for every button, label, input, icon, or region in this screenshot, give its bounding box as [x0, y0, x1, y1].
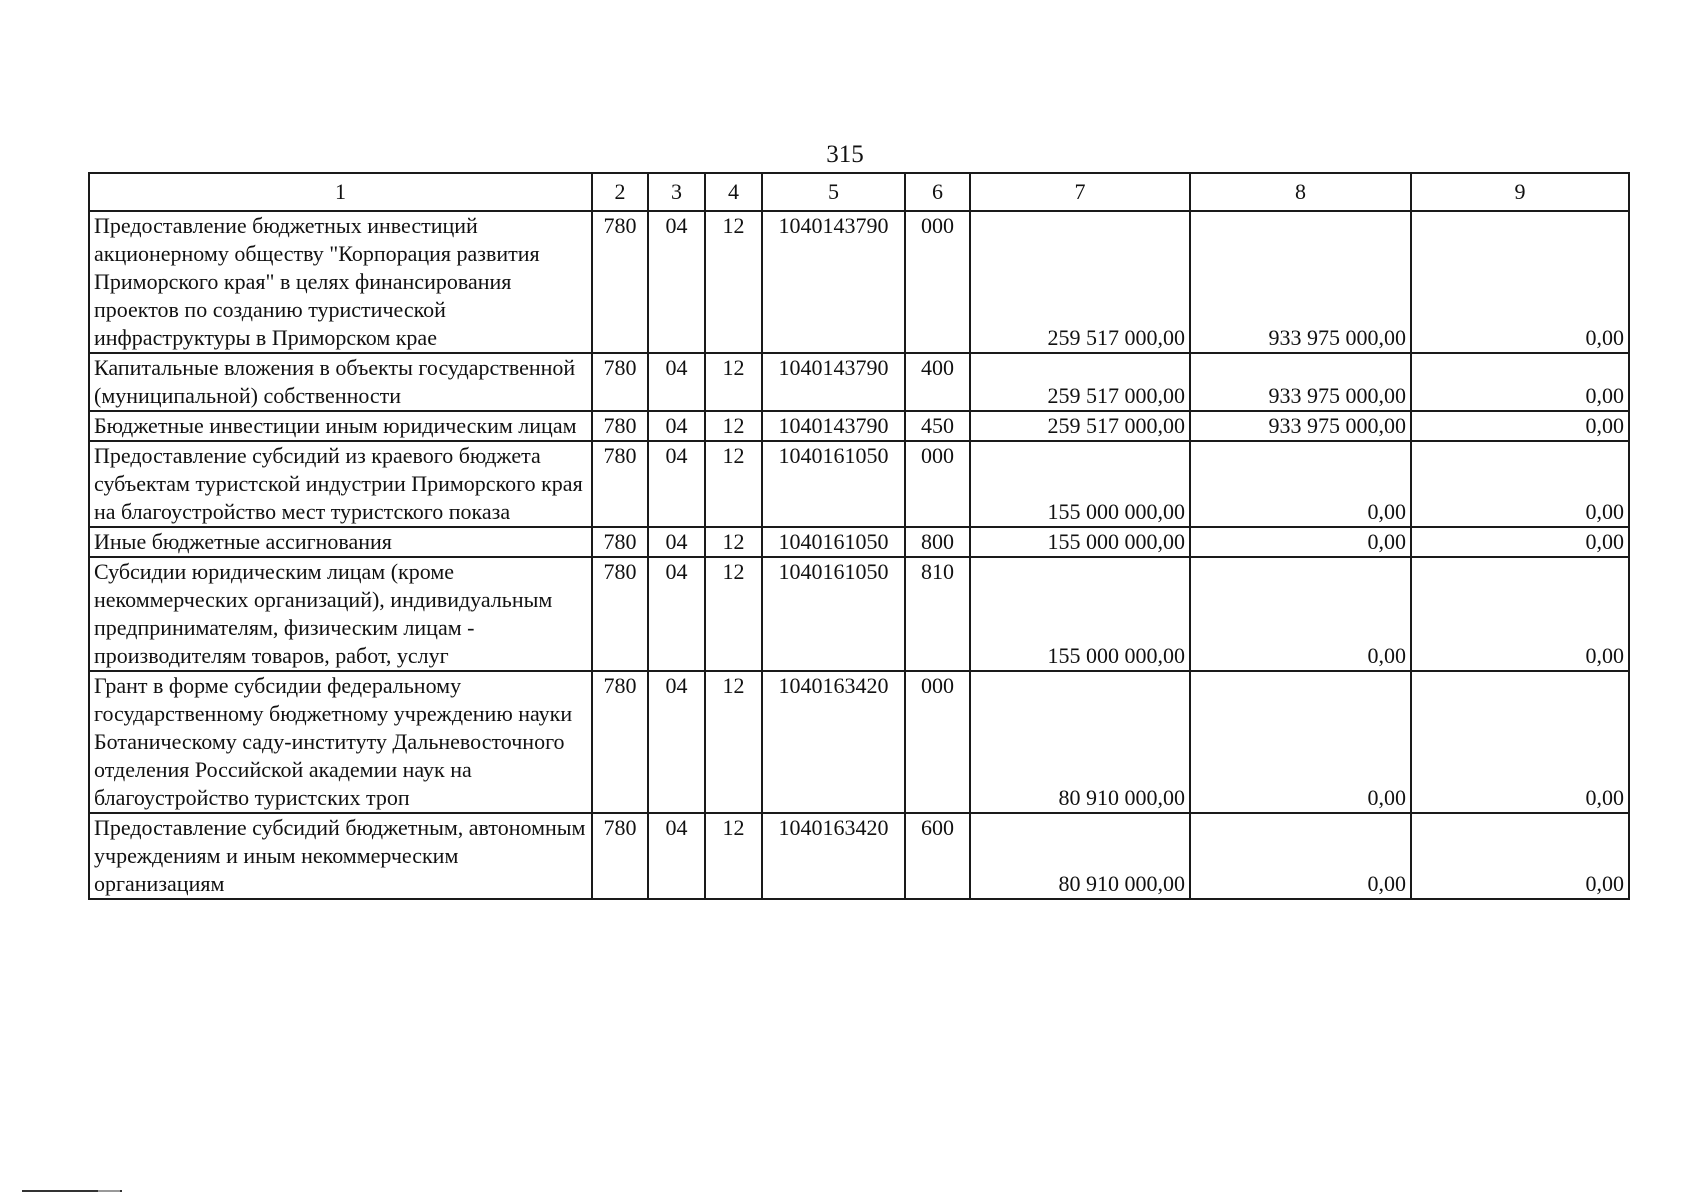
table-row: [89, 671, 1629, 813]
cell-c6: 000: [905, 671, 970, 813]
col-header-4: 4: [705, 173, 762, 211]
row-name: Предоставление бюджетных инвестиций акционерному обществу "Корпорация развития Приморского края" в целях финансирования проектов по созданию туристической инфраструктуры в Приморском крае: [89, 211, 592, 353]
cell-c3: 04: [648, 411, 705, 441]
col-header-1: 1: [89, 173, 592, 211]
cell-c2: 780: [592, 441, 648, 527]
cell-c5: 1040161050: [762, 557, 905, 671]
col-header-3: 3: [648, 173, 705, 211]
cell-c4: 12: [705, 671, 762, 813]
cell-c2: 780: [592, 411, 648, 441]
cell-c5: 1040163420: [762, 671, 905, 813]
cell-c5: 1040161050: [762, 527, 905, 557]
cell-c9: 0,00: [1411, 411, 1629, 441]
cell-c6: 800: [905, 527, 970, 557]
col-header-7: 7: [970, 173, 1190, 211]
cell-c8: 0,00: [1190, 527, 1411, 557]
table-row: [89, 211, 1629, 353]
cell-c8: 933 975 000,00: [1190, 211, 1411, 353]
cell-c2: 780: [592, 671, 648, 813]
row-name: Субсидии юридическим лицам (кроме некоммерческих организаций), индивидуальным предпринимателям, физическим лицам - производителям товаров, работ, услуг: [89, 557, 592, 671]
cell-c7: 259 517 000,00: [970, 411, 1190, 441]
cell-c2: 780: [592, 813, 648, 899]
cell-c6: 400: [905, 353, 970, 411]
col-header-5: 5: [762, 173, 905, 211]
cell-c6: 600: [905, 813, 970, 899]
cell-c6: 810: [905, 557, 970, 671]
cell-c9: 0,00: [1411, 353, 1629, 411]
cell-c2: 780: [592, 211, 648, 353]
cell-c9: 0,00: [1411, 211, 1629, 353]
cell-c4: 12: [705, 557, 762, 671]
cell-c7: 155 000 000,00: [970, 441, 1190, 527]
row-name: Капитальные вложения в объекты государственной (муниципальной) собственности: [89, 353, 592, 411]
cell-c7: 259 517 000,00: [970, 353, 1190, 411]
col-header-2: 2: [592, 173, 648, 211]
cell-c3: 04: [648, 211, 705, 353]
table-row: [89, 527, 1629, 557]
header-row: [89, 173, 1629, 211]
page-number: 315: [826, 141, 864, 168]
row-name: Бюджетные инвестиции иным юридическим лицам: [89, 411, 592, 441]
cell-c2: 780: [592, 353, 648, 411]
cell-c5: 1040143790: [762, 211, 905, 353]
row-name: Предоставление субсидий бюджетным, автономным учреждениям и иным некоммерческим организациям: [89, 813, 592, 899]
cell-c3: 04: [648, 813, 705, 899]
cell-c4: 12: [705, 527, 762, 557]
cell-c5: 1040143790: [762, 411, 905, 441]
cell-c3: 04: [648, 441, 705, 527]
cell-c8: 933 975 000,00: [1190, 353, 1411, 411]
cell-c8: 0,00: [1190, 441, 1411, 527]
table-row: [89, 411, 1629, 441]
cell-c7: 259 517 000,00: [970, 211, 1190, 353]
budget-table: [88, 172, 1630, 900]
table-row: [89, 557, 1629, 671]
cell-c8: 0,00: [1190, 671, 1411, 813]
col-header-6: 6: [905, 173, 970, 211]
cell-c5: 1040163420: [762, 813, 905, 899]
table-row: [89, 813, 1629, 899]
cell-c4: 12: [705, 441, 762, 527]
table-row: [89, 353, 1629, 411]
cell-c7: 155 000 000,00: [970, 527, 1190, 557]
row-name: Грант в форме субсидии федеральному государственному бюджетному учреждению науки Ботаническому саду-институту Дальневосточного отделения Российской академии наук на благоустройство туристских троп: [89, 671, 592, 813]
cell-c6: 450: [905, 411, 970, 441]
cell-c7: 80 910 000,00: [970, 813, 1190, 899]
cell-c9: 0,00: [1411, 441, 1629, 527]
cell-c9: 0,00: [1411, 557, 1629, 671]
cell-c5: 1040143790: [762, 353, 905, 411]
cell-c8: 0,00: [1190, 557, 1411, 671]
cell-c3: 04: [648, 671, 705, 813]
cell-c9: 0,00: [1411, 813, 1629, 899]
cell-c6: 000: [905, 211, 970, 353]
cell-c2: 780: [592, 557, 648, 671]
cell-c4: 12: [705, 411, 762, 441]
cell-c5: 1040161050: [762, 441, 905, 527]
cell-c4: 12: [705, 211, 762, 353]
col-header-8: 8: [1190, 173, 1411, 211]
cell-c9: 0,00: [1411, 671, 1629, 813]
cell-c7: 80 910 000,00: [970, 671, 1190, 813]
col-header-9: 9: [1411, 173, 1629, 211]
cell-c8: 0,00: [1190, 813, 1411, 899]
row-name: Иные бюджетные ассигнования: [89, 527, 592, 557]
cell-c3: 04: [648, 527, 705, 557]
cell-c8: 933 975 000,00: [1190, 411, 1411, 441]
cell-c6: 000: [905, 441, 970, 527]
cell-c7: 155 000 000,00: [970, 557, 1190, 671]
cell-c4: 12: [705, 813, 762, 899]
footer-rule-fragment: [98, 1190, 120, 1192]
cell-c9: 0,00: [1411, 527, 1629, 557]
table-row: [89, 441, 1629, 527]
cell-c4: 12: [705, 353, 762, 411]
cell-c3: 04: [648, 353, 705, 411]
cell-c2: 780: [592, 527, 648, 557]
cell-c3: 04: [648, 557, 705, 671]
row-name: Предоставление субсидий из краевого бюджета субъектам туристской индустрии Приморского края на благоустройство мест туристского показа: [89, 441, 592, 527]
